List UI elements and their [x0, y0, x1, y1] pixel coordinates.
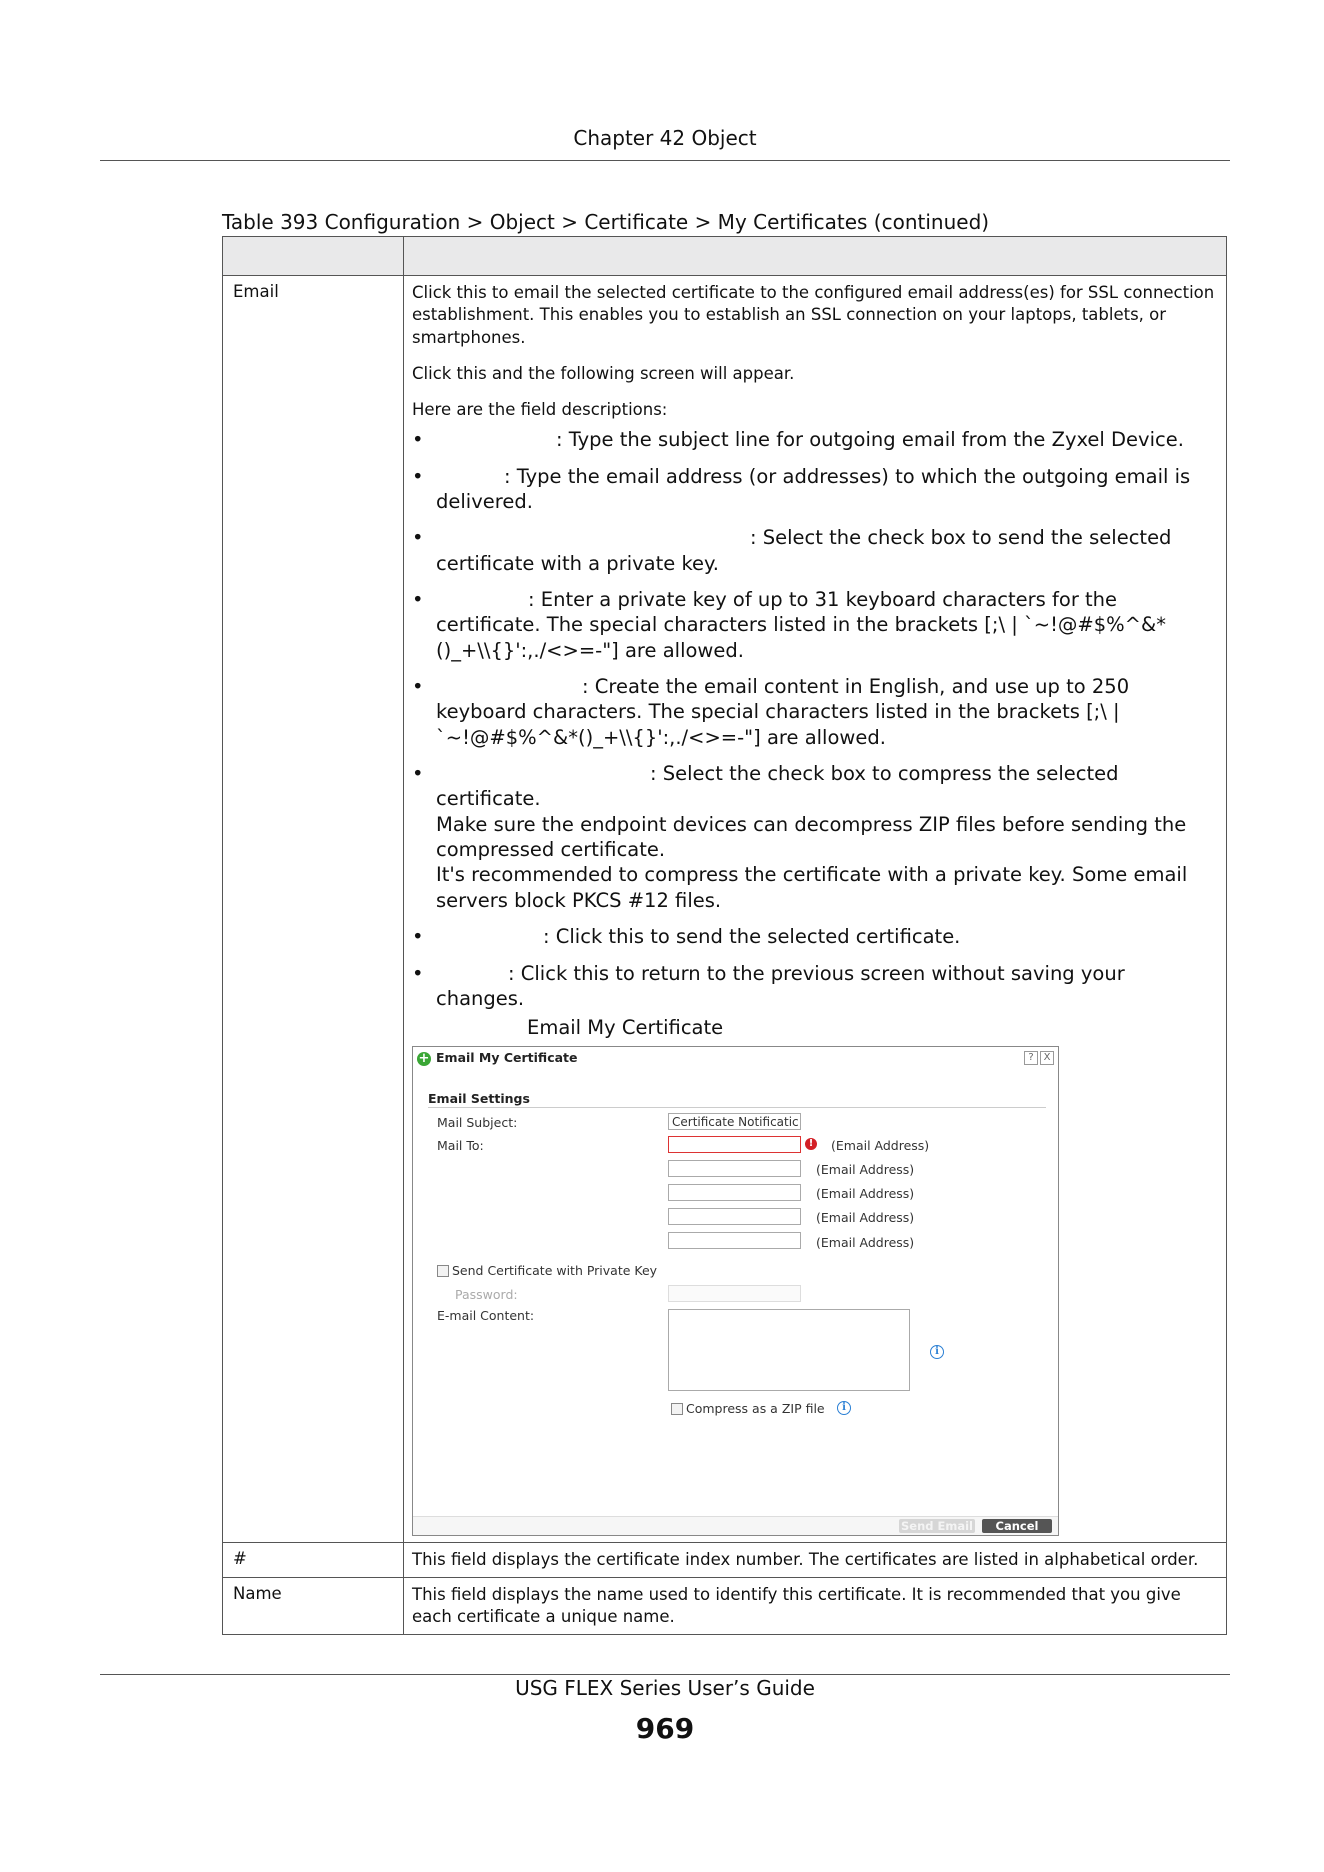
table-header-row [223, 237, 1227, 276]
add-icon: + [418, 1050, 430, 1066]
send-cert-label: Send Certificate with Private Key [452, 1262, 658, 1278]
row-label: # [223, 1542, 404, 1577]
error-icon: ! [805, 1138, 817, 1150]
email-hint: (Email Address) [816, 1185, 915, 1201]
field-description-table [222, 236, 1227, 1635]
info-icon[interactable]: i [930, 1345, 944, 1359]
cancel-button[interactable]: Cancel [982, 1519, 1052, 1533]
mail-subject-input[interactable]: Certificate Notificatic [668, 1113, 801, 1130]
email-settings-heading: Email Settings [428, 1090, 530, 1106]
paragraph: Here are the field descriptions: [412, 400, 668, 420]
mail-to-input-4[interactable] [668, 1208, 801, 1225]
table-row-index [223, 1542, 1227, 1577]
email-content-textarea[interactable] [668, 1309, 910, 1391]
dialog-controls [1024, 1051, 1054, 1065]
paragraph: Click this and the following screen will appear. [412, 363, 795, 383]
header-cell-label [223, 237, 404, 276]
row-label: Email [223, 276, 404, 1543]
bullet-send-email: • : Click this to send the selected certificate. [412, 924, 1218, 949]
dialog-title [417, 1051, 578, 1067]
table-caption: Table 393 Configuration > Object > Certificate > My Certificates (continued) [222, 210, 990, 234]
mail-to-input-1[interactable] [668, 1136, 801, 1153]
password-input[interactable] [668, 1285, 801, 1302]
send-cert-checkbox[interactable] [437, 1265, 449, 1277]
close-icon[interactable]: X [1040, 1051, 1054, 1065]
guide-title: USG FLEX Series User’s Guide [515, 1676, 815, 1700]
field-bullet-list [412, 427, 1218, 1011]
bullet-email-content: • : Create the email content in English, and use up to 250 keyboard characters. The special characters listed in the brackets [;\ | `~!@#$%^&*()_+\\{}':,./<>=-"] are allowed. [412, 674, 1218, 750]
bullet-send-cert: • : Select the check box to send the selected certificate with a private key. [412, 525, 1218, 576]
help-icon[interactable]: ? [1024, 1051, 1038, 1065]
row-description [404, 276, 1227, 1543]
chapter-header: Chapter 42 Object [573, 126, 757, 150]
mail-to-input-2[interactable] [668, 1160, 801, 1177]
table-row-email [223, 276, 1227, 1543]
compress-zip-checkbox[interactable] [671, 1403, 683, 1415]
table-row-name [223, 1577, 1227, 1635]
send-email-button[interactable]: Send Email [901, 1518, 973, 1533]
header-rule [100, 160, 1230, 161]
email-hint: (Email Address) [816, 1209, 915, 1225]
bullet-compress-zip: • : Select the check box to compress the selected certificate. Make sure the endpoint devices can decompress ZIP files before sending the compressed certificate. It's recommended to compress the certificate with a private key. Some email servers block PKCS #12 files. [412, 761, 1218, 913]
mail-subject-label: Mail Subject: [437, 1114, 518, 1130]
row-description: This field displays the name used to identify this certificate. It is recommended that you give each certificate a unique name. [404, 1577, 1227, 1635]
mail-to-label: Mail To: [437, 1137, 484, 1153]
mail-to-input-5[interactable] [668, 1232, 801, 1249]
page-number: 969 [635, 1712, 695, 1745]
email-hint: (Email Address) [816, 1161, 915, 1177]
email-my-certificate-dialog [412, 1046, 1059, 1536]
email-hint: (Email Address) [831, 1137, 930, 1153]
password-label: Password: [455, 1286, 518, 1302]
bullet-password: • : Enter a private key of up to 31 keyboard characters for the certificate. The special characters listed in the brackets [;\ | `~!@#$%^&*()_+\\{}':,./<>=-"] are allowed. [412, 587, 1218, 663]
bullet-cancel: • : Click this to return to the previous screen without saving your changes. [412, 961, 1218, 1012]
info-icon[interactable]: i [837, 1401, 851, 1415]
header-cell-description [404, 237, 1227, 276]
mail-to-input-3[interactable] [668, 1184, 801, 1201]
row-label: Name [223, 1577, 404, 1635]
dialog-button-bar [413, 1516, 1058, 1535]
paragraph: Click this to email the selected certificate to the configured email address(es) for SSL connection establishment. This enables you to establish an SSL connection on your laptops, tablets, or smartphones. [412, 283, 1215, 347]
compress-zip-label: Compress as a ZIP file [686, 1400, 825, 1416]
footer-rule [100, 1674, 1230, 1675]
row-description: This field displays the certificate index number. The certificates are listed in alphabetical order. [404, 1542, 1227, 1577]
figure-caption: Email My Certificate [527, 1016, 724, 1040]
bullet-mail-subject: • : Type the subject line for outgoing email from the Zyxel Device. [412, 427, 1218, 452]
email-hint: (Email Address) [816, 1234, 915, 1250]
email-content-label: E-mail Content: [437, 1307, 535, 1323]
dialog-title-text: Email My Certificate [436, 1050, 578, 1066]
bullet-mail-to: • : Type the email address (or addresses) to which the outgoing email is delivered. [412, 464, 1218, 515]
section-divider [428, 1107, 1046, 1108]
